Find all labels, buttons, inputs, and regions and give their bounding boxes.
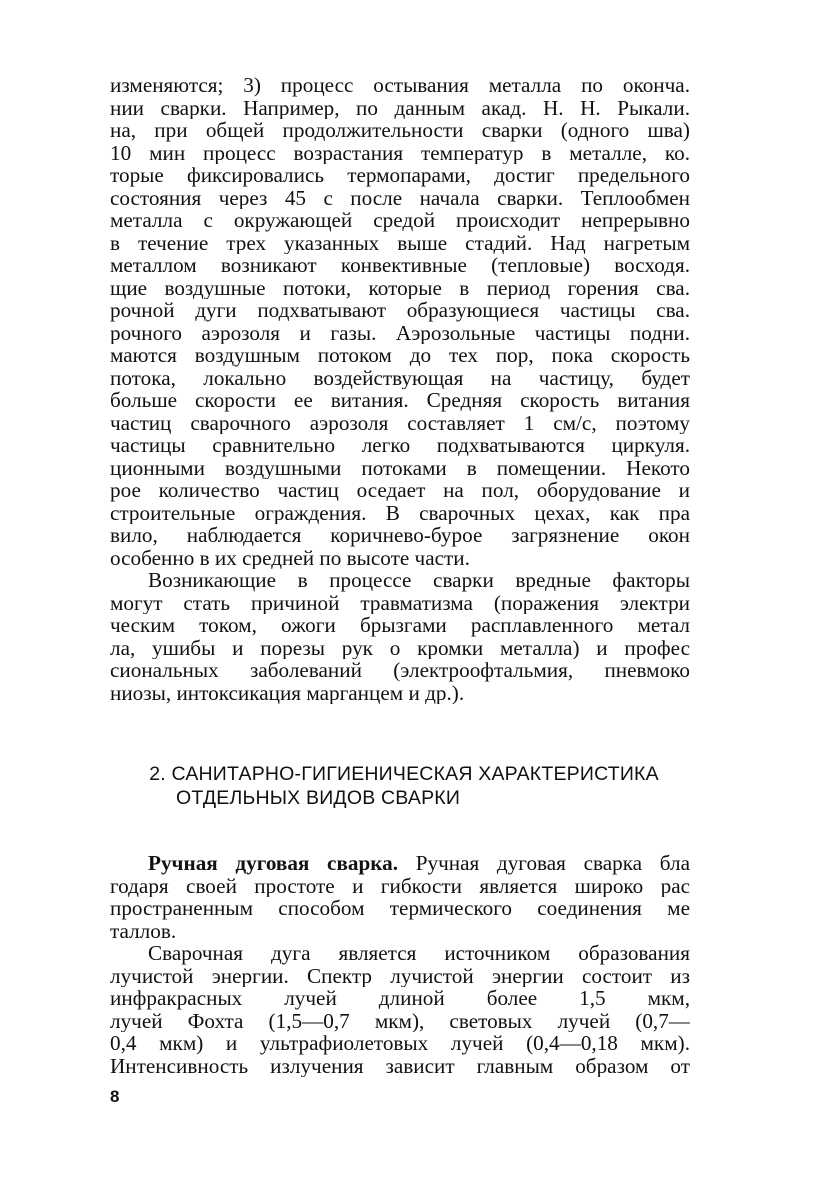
text-line: строительные ограждения. В сварочных цехах, как пра: [110, 501, 690, 524]
text-line: ческим током, ожоги брызгами расплавленного метал: [110, 614, 690, 637]
text-line: особенно в их средней по высоте части.: [110, 546, 470, 569]
text-line: рочной дуги подхватывают образующиеся частицы сва.: [110, 299, 690, 322]
text-line: на, при общей продолжительности сварки (одного шва): [110, 119, 690, 142]
text-line: маются воздушным потоком до тех пор, пока скорость: [110, 344, 690, 367]
text-line: щие воздушные потоки, которые в период горения сва.: [110, 276, 690, 299]
text-span: Ручная дуговая сварка бла: [398, 852, 690, 875]
text-line: Возникающие в процессе сварки вредные факторы: [148, 569, 690, 592]
text-line: вило, наблюдается коричнево-бурое загрязнение окон: [110, 524, 690, 547]
text-line: потока, локально воздействующая на частицу, будет: [110, 366, 690, 389]
text-line: металла с окружающей средой происходит непрерывно: [110, 209, 690, 232]
text-line: изменяются; 3) процесс остывания металла по оконча.: [110, 74, 690, 97]
book-page: [110, 74, 690, 1077]
run-in-heading: Ручная дуговая сварка.: [148, 852, 399, 875]
paragraph-welding-stages: [110, 74, 690, 569]
text-line: сиональных заболеваний (электроофтальмия, пневмоко: [110, 659, 690, 682]
text-line: больше скорости ее витания. Средняя скорость витания: [110, 389, 690, 412]
text-line: в течение трех указанных выше стадий. Над нагретым: [110, 231, 690, 254]
section-heading: [110, 762, 690, 810]
text-line: ниозы, интоксикация марганцем и др.).: [110, 681, 465, 704]
text-line: металлом возникают конвективные (тепловые) восходя.: [110, 254, 690, 277]
text-line: состояния через 45 с после начала сварки. Теплообмен: [110, 186, 690, 209]
text-line: Сварочная дуга является источником образования: [148, 942, 690, 965]
section-heading-line: 2. САНИТАРНО-ГИГИЕНИЧЕСКАЯ ХАРАКТЕРИСТИКА: [149, 763, 659, 785]
paragraph-radiant-energy: [110, 942, 690, 1077]
text-line: частиц сварочного аэрозоля составляет 1 см/с, поэтому: [110, 411, 690, 434]
text-line: Интенсивность излучения зависит главным образом от: [110, 1054, 690, 1077]
text-line: лучей Фохта (1,5—0,7 мкм), световых лучей (0,7—: [110, 1009, 690, 1032]
paragraph-harmful-factors: [110, 569, 690, 704]
text-line: ционными воздушными потоками в помещении. Некото: [110, 456, 690, 479]
text-line: годаря своей простоте и гибкости является широко рас: [110, 874, 690, 897]
text-line: нии сварки. Например, по данным акад. Н. Н. Рыкали.: [110, 96, 690, 119]
text-line: 0,4 мкм) и ультрафиолетовых лучей (0,4—0,18 мкм).: [110, 1032, 690, 1055]
page-number: 8: [110, 1087, 120, 1106]
text-line: могут стать причиной травматизма (поражения электри: [110, 591, 690, 614]
text-line: пространенным способом термического соединения ме: [110, 897, 690, 920]
text-line: таллов.: [110, 919, 177, 942]
text-line: ла, ушибы и порезы рук о кромки металла) и профес: [110, 636, 690, 659]
text-line: торые фиксировались термопарами, достиг предельного: [110, 164, 690, 187]
section-heading-line: ОТДЕЛЬНЫХ ВИДОВ СВАРКИ: [176, 787, 461, 809]
text-line: инфракрасных лучей длиной более 1,5 мкм,: [110, 987, 690, 1010]
text-line: лучистой энергии. Спектр лучистой энергии состоит из: [110, 964, 690, 987]
text-line: рочного аэрозоля и газы. Аэрозольные частицы подни.: [110, 321, 690, 344]
text-line: рое количество частиц оседает на пол, оборудование и: [110, 479, 690, 502]
text-line: частицы сравнительно легко подхватываются циркуля.: [110, 434, 690, 457]
text-line: [110, 852, 690, 875]
text-line: 10 мин процесс возрастания температур в металле, ко.: [110, 141, 690, 164]
paragraph-manual-arc-welding: [110, 852, 690, 942]
